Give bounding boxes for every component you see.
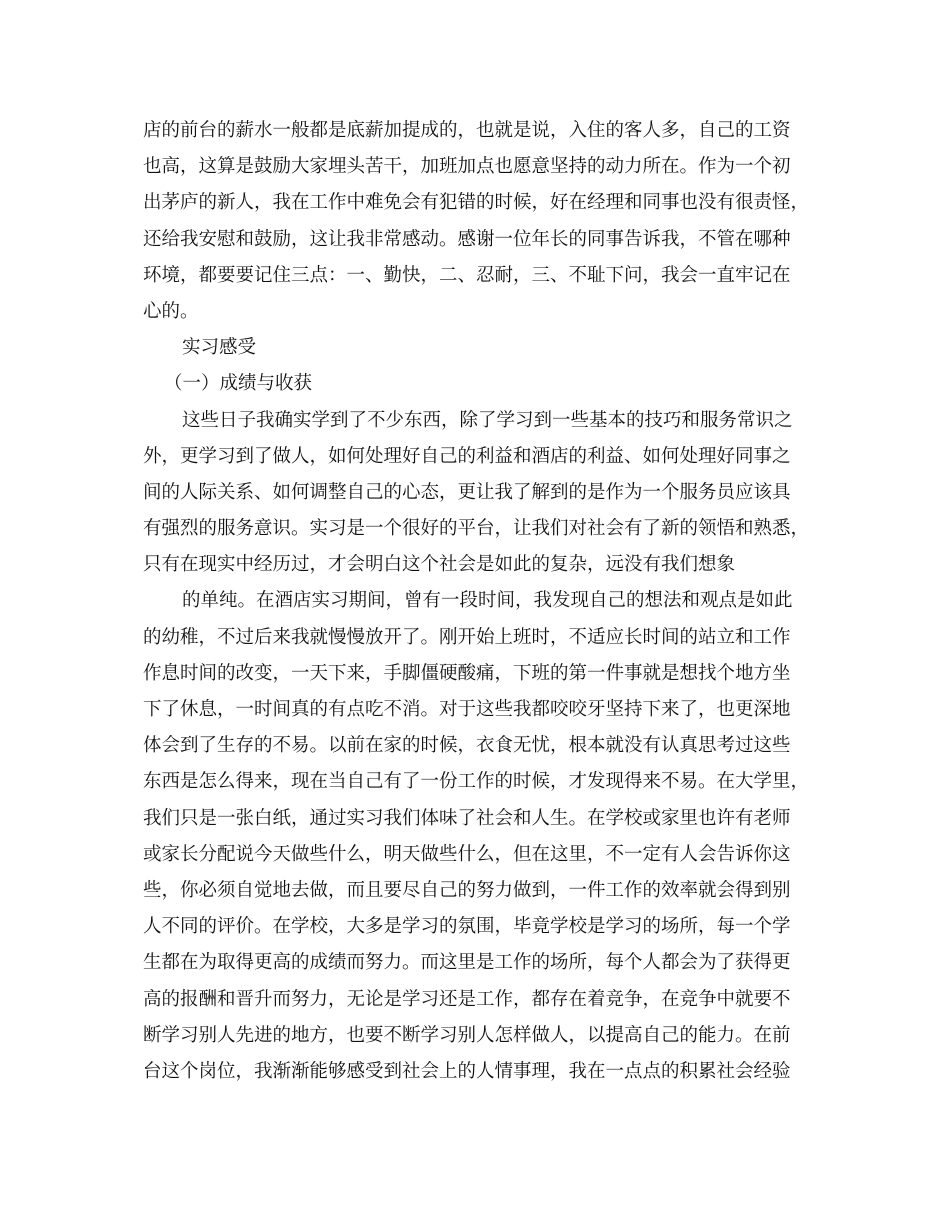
text-line: 这些日子我确实学到了不少东西，除了学习到一些基本的技巧和服务常识之 — [182, 409, 793, 431]
text-line: 还给我安慰和鼓励，这让我非常感动。感谢一位年长的同事告诉我，不管在哪种 — [143, 228, 791, 250]
text-line: 心的。 — [143, 300, 199, 322]
body-text — [143, 113, 815, 1090]
text-line: 台这个岗位，我渐渐能够感受到社会上的人情事理，我在一点点的积累社会经验 — [143, 1060, 791, 1082]
text-line: 只有在现实中经历过，才会明白这个社会是如此的复杂，远没有我们想象 — [143, 554, 736, 576]
text-line: 间的人际关系、如何调整自己的心态，更让我了解到的是作为一个服务员应该具 — [143, 481, 791, 503]
text-line: 我们只是一张白纸，通过实习我们体味了社会和人生。在学校或家里也许有老师 — [143, 807, 791, 829]
text-line: 或家长分配说今天做些什么，明天做些什么，但在这里，不一定有人会告诉你这 — [143, 843, 791, 865]
text-line: 断学习别人先进的地方，也要不断学习别人怎样做人，以提高自己的能力。在前 — [143, 1024, 791, 1046]
text-line: 的单纯。在酒店实习期间，曾有一段时间，我发现自己的想法和观点是如此 — [182, 590, 793, 612]
text-line: 店的前台的薪水一般都是底薪加提成的，也就是说，入住的客人多，自己的工资 — [143, 120, 791, 141]
text-line: 外，更学习到了做人，如何处理好自己的利益和酒店的利益、如何处理好同事之 — [143, 445, 791, 467]
text-line: 东西是怎么得来，现在当自己有了一份工作的时候，才发现得来不易。在大学里， — [143, 771, 810, 793]
text-line: 作息时间的改变，一天下来，手脚僵硬酸痛，下班的第一件事就是想找个地方坐 — [143, 662, 791, 684]
text-line: 高的报酬和晋升而努力，无论是学习还是工作，都存在着竞争，在竞争中就要不 — [143, 988, 791, 1010]
text-line: 些，你必须自觉地去做，而且要尽自己的努力做到，一件工作的效率就会得到别 — [143, 879, 791, 901]
text-line: 环境，都要要记住三点：一、勤快，二、忍耐，三、不耻下问，我会一直牢记在 — [143, 264, 791, 286]
text-line: （一）成绩与收获 — [164, 373, 313, 395]
text-line: 实习感受 — [182, 337, 257, 359]
text-line: 有强烈的服务意识。实习是一个很好的平台，让我们对社会有了新的领悟和熟悉， — [143, 518, 810, 540]
text-line: 下了休息，一时间真的有点吃不消。对于这些我都咬咬牙坚持下来了，也更深地 — [143, 699, 791, 720]
text-line: 体会到了生存的不易。以前在家的时候，衣食无忧，根本就没有认真思考过这些 — [143, 735, 791, 757]
text-line: 出茅庐的新人，我在工作中难免会有犯错的时候，好在经理和同事也没有很责怪， — [143, 192, 810, 214]
text-line: 也高，这算是鼓励大家埋头苦干，加班加点也愿意坚持的动力所在。作为一个初 — [143, 156, 791, 178]
text-line: 的幼稚，不过后来我就慢慢放开了。刚开始上班时，不适应长时间的站立和工作 — [143, 626, 791, 648]
text-line: 生都在为取得更高的成绩而努力。而这里是工作的场所，每个人都会为了获得更 — [143, 952, 791, 974]
text-line: 人不同的评价。在学校，大多是学习的氛围，毕竟学校是学习的场所，每一个学 — [143, 916, 791, 938]
